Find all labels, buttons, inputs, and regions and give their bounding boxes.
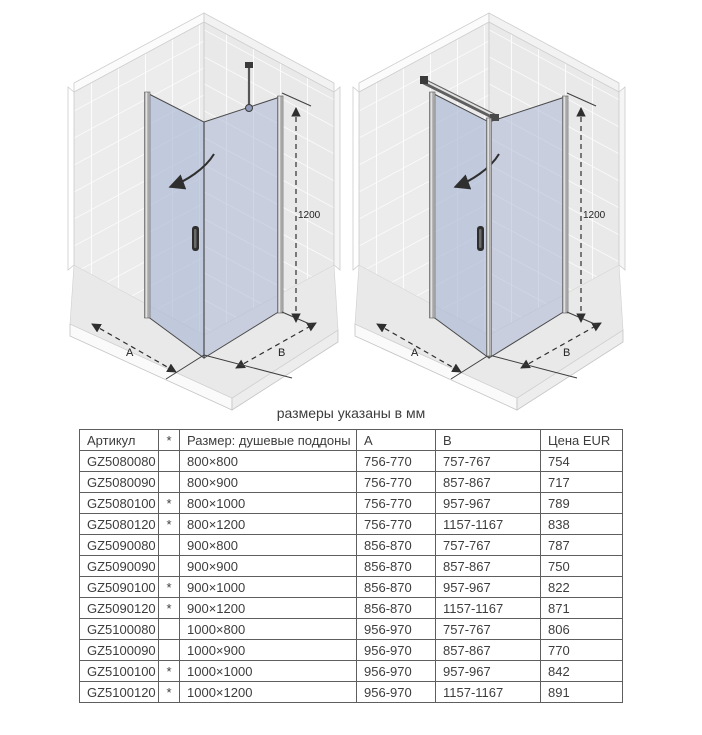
size-cell: 800×900 — [180, 472, 357, 493]
size-cell: 900×800 — [180, 535, 357, 556]
star-cell — [159, 619, 180, 640]
article-cell: GZ5100090 — [80, 640, 159, 661]
price-cell: 842 — [541, 661, 623, 682]
price-header: Цена EUR — [541, 430, 623, 451]
size-cell: 800×1200 — [180, 514, 357, 535]
price-table — [79, 429, 623, 703]
dim-b-header: B — [436, 430, 541, 451]
dim-a-header: A — [357, 430, 436, 451]
dim-b-cell: 957-967 — [436, 493, 541, 514]
star-cell: * — [159, 577, 180, 598]
price-cell: 838 — [541, 514, 623, 535]
dim-a-cell: 956-970 — [357, 640, 436, 661]
dim-a-cell: 756-770 — [357, 514, 436, 535]
dim-a-cell: 956-970 — [357, 661, 436, 682]
dim-b-cell: 1157-1167 — [436, 682, 541, 703]
article-cell: GZ5090080 — [80, 535, 159, 556]
units-caption: размеры указаны в мм — [276, 405, 426, 421]
star-cell — [159, 472, 180, 493]
size-cell: 1000×900 — [180, 640, 357, 661]
size-cell: 1000×800 — [180, 619, 357, 640]
article-cell: GZ5080100 — [80, 493, 159, 514]
price-cell: 754 — [541, 451, 623, 472]
dim-b-cell: 957-967 — [436, 577, 541, 598]
table-row — [80, 535, 623, 556]
header-row — [80, 430, 623, 451]
size-cell: 1000×1200 — [180, 682, 357, 703]
dim-a-cell: 756-770 — [357, 493, 436, 514]
table-row — [80, 598, 623, 619]
price-cell: 770 — [541, 640, 623, 661]
dim-a-cell: 956-970 — [357, 619, 436, 640]
star-cell — [159, 640, 180, 661]
star-cell: * — [159, 682, 180, 703]
size-header: Размер: душевые поддоны — [180, 430, 357, 451]
table-row — [80, 472, 623, 493]
dim-a-cell: 956-970 — [357, 682, 436, 703]
article-cell: GZ5100100 — [80, 661, 159, 682]
dim-a-cell: 756-770 — [357, 472, 436, 493]
star-header: * — [159, 430, 180, 451]
dim-b-cell: 857-867 — [436, 472, 541, 493]
price-cell: 789 — [541, 493, 623, 514]
dim-b-cell: 1157-1167 — [436, 514, 541, 535]
table-row — [80, 556, 623, 577]
dim-a-cell: 756-770 — [357, 451, 436, 472]
price-cell: 822 — [541, 577, 623, 598]
price-cell: 787 — [541, 535, 623, 556]
size-cell: 1000×1000 — [180, 661, 357, 682]
dim-a-cell: 856-870 — [357, 598, 436, 619]
article-cell: GZ5100120 — [80, 682, 159, 703]
price-table-header — [80, 430, 623, 451]
dim-a-cell: 856-870 — [357, 556, 436, 577]
article-header: Артикул — [80, 430, 159, 451]
article-cell: GZ5080120 — [80, 514, 159, 535]
size-cell: 900×900 — [180, 556, 357, 577]
dim-b-cell: 857-867 — [436, 556, 541, 577]
size-cell: 800×1000 — [180, 493, 357, 514]
price-cell: 871 — [541, 598, 623, 619]
article-cell: GZ5090120 — [80, 598, 159, 619]
table-row — [80, 619, 623, 640]
dim-b-cell: 757-767 — [436, 619, 541, 640]
article-cell: GZ5090100 — [80, 577, 159, 598]
price-cell: 750 — [541, 556, 623, 577]
size-cell: 800×800 — [180, 451, 357, 472]
dim-a-cell: 856-870 — [357, 535, 436, 556]
price-cell: 717 — [541, 472, 623, 493]
article-cell: GZ5090090 — [80, 556, 159, 577]
price-cell: 806 — [541, 619, 623, 640]
size-cell: 900×1000 — [180, 577, 357, 598]
article-cell: GZ5080090 — [80, 472, 159, 493]
price-cell: 891 — [541, 682, 623, 703]
dim-b-cell: 957-967 — [436, 661, 541, 682]
table-row — [80, 493, 623, 514]
table-row — [80, 451, 623, 472]
table-row — [80, 682, 623, 703]
size-cell: 900×1200 — [180, 598, 357, 619]
table-row — [80, 577, 623, 598]
dim-b-cell: 857-867 — [436, 640, 541, 661]
star-cell: * — [159, 514, 180, 535]
star-cell: * — [159, 661, 180, 682]
star-cell — [159, 535, 180, 556]
shower-diagram-rod — [64, 8, 346, 412]
star-cell: * — [159, 598, 180, 619]
dim-b-cell: 1157-1167 — [436, 598, 541, 619]
table-row — [80, 661, 623, 682]
table-row — [80, 514, 623, 535]
star-cell — [159, 451, 180, 472]
star-cell — [159, 556, 180, 577]
article-cell: GZ5100080 — [80, 619, 159, 640]
dim-b-cell: 757-767 — [436, 535, 541, 556]
table-row — [80, 640, 623, 661]
article-cell: GZ5080080 — [80, 451, 159, 472]
star-cell: * — [159, 493, 180, 514]
shower-diagram-brace — [349, 8, 631, 412]
dim-a-cell: 856-870 — [357, 577, 436, 598]
dim-b-cell: 757-767 — [436, 451, 541, 472]
